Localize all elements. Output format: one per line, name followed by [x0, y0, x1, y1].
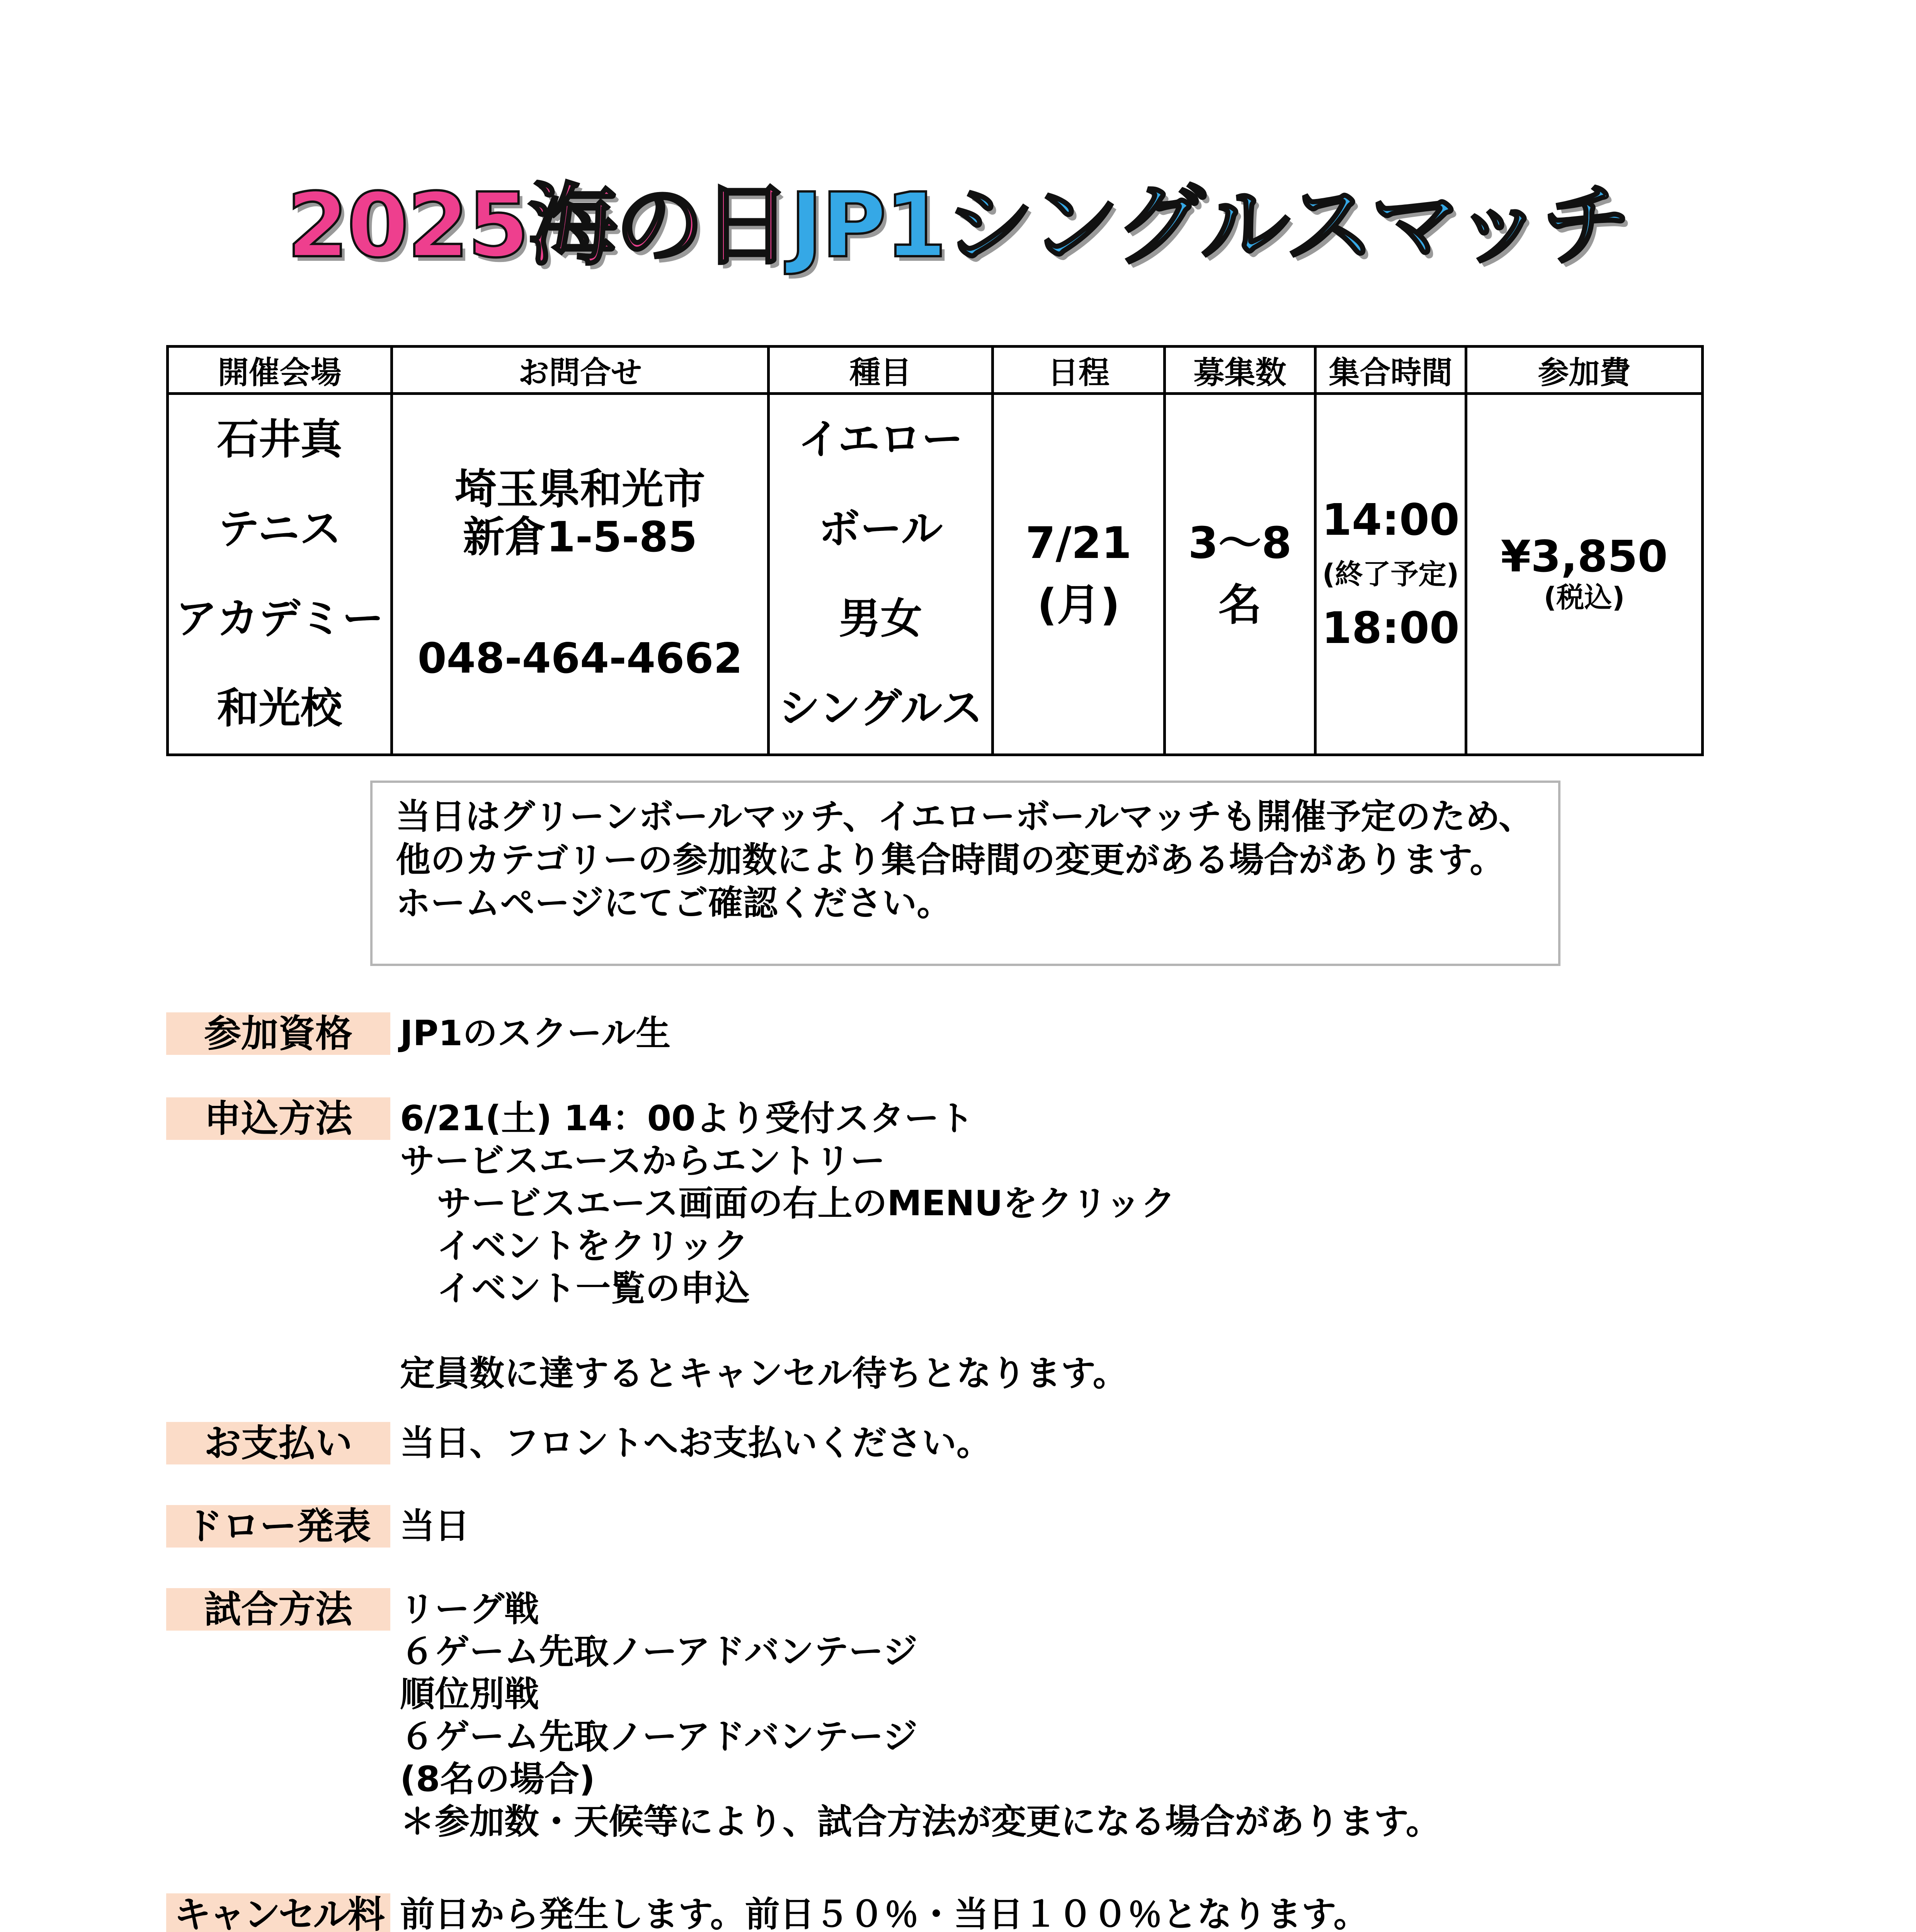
section-line: 当日、フロントへお支払いください。	[400, 1423, 991, 1463]
fee-note: (税込)	[1543, 581, 1625, 614]
section-label: 申込方法	[166, 1097, 390, 1140]
venue-line: 石井真	[217, 415, 342, 464]
contact-address-line1: 埼玉県和光市	[454, 465, 705, 514]
event-line: ボール	[818, 505, 943, 553]
section-label: 参加資格	[166, 1012, 390, 1055]
header-recruit: 募集数	[1165, 347, 1315, 394]
section-line: サービスエースからエントリー	[400, 1141, 885, 1181]
section-line: ＊参加数・天候等により、試合方法が変更になる場合があります。	[400, 1801, 1441, 1842]
page-title	[0, 174, 1916, 277]
header-fee: 参加費	[1466, 347, 1703, 394]
contact-address-line2: 新倉1-5-85	[463, 513, 698, 561]
table-body-row	[168, 394, 1703, 755]
table-header-row	[168, 347, 1703, 394]
venue-line: アカデミー	[175, 595, 384, 643]
section-label: キャンセル料	[166, 1893, 390, 1932]
event-line: イエロー	[798, 415, 963, 464]
section-line: イベントをクリック	[437, 1226, 749, 1266]
date-weekday: (月)	[1037, 580, 1120, 630]
notice-line: ホームページにてご確認ください。	[396, 883, 952, 923]
contact-cell	[392, 394, 769, 755]
event-line: 男女	[839, 595, 922, 643]
time-start: 14:00	[1322, 495, 1460, 545]
section-line: ６ゲーム先取ノーアドバンテージ	[400, 1631, 918, 1672]
header-time: 集合時間	[1315, 347, 1466, 394]
time-cell	[1315, 394, 1466, 755]
section-line: リーグ戦	[400, 1589, 539, 1629]
section-line: 当日	[400, 1506, 470, 1546]
time-note: (終了予定)	[1322, 558, 1459, 590]
event-info-table	[166, 345, 1704, 756]
section-label: ドロー発表	[166, 1505, 390, 1548]
title-event-part: JP1シングルスマッチ	[790, 174, 1630, 277]
header-date: 日程	[993, 347, 1165, 394]
venue-line: テニス	[218, 505, 342, 553]
section-line: 6/21(土) 14：00より受付スタート	[400, 1098, 974, 1139]
section-label: お支払い	[166, 1422, 390, 1464]
event-cell	[769, 394, 993, 755]
venue-cell	[168, 394, 392, 755]
contact-phone: 048-464-4662	[417, 634, 743, 683]
title-year-part: 2025海の日	[286, 174, 790, 277]
section-line: 定員数に達するとキャンセル待ちとなります。	[400, 1353, 1128, 1394]
header-event: 種目	[769, 347, 993, 394]
time-end: 18:00	[1322, 603, 1460, 653]
section-line: 前日から発生します。前日５０％・当日１００％となります。	[400, 1894, 1368, 1932]
section-line: ６ゲーム先取ノーアドバンテージ	[400, 1716, 918, 1757]
section-label: 試合方法	[166, 1588, 390, 1631]
venue-line: 和光校	[217, 684, 342, 733]
header-venue: 開催会場	[168, 347, 392, 394]
section-line: イベント一覧の申込	[437, 1268, 750, 1309]
fee-cell	[1466, 394, 1703, 755]
notice-line: 他のカテゴリーの参加数により集合時間の変更がある場合があります。	[396, 840, 1505, 880]
recruit-unit: 名	[1218, 580, 1262, 630]
section-line: 順位別戦	[400, 1674, 539, 1714]
header-contact: お問合せ	[392, 347, 769, 394]
notice-line: 当日はグリーンボールマッチ、イエローボールマッチも開催予定のため、	[396, 796, 1533, 837]
section-line: JP1のスクール生	[400, 1013, 671, 1054]
fee-amount: ¥3,850	[1501, 532, 1668, 582]
date-cell	[993, 394, 1165, 755]
recruit-count: 3～8	[1188, 518, 1292, 568]
notice-box	[370, 781, 1560, 966]
recruit-cell	[1165, 394, 1315, 755]
section-line: サービスエース画面の右上のMENUをクリック	[437, 1183, 1176, 1224]
event-line: シングルス	[778, 684, 983, 733]
date-day: 7/21	[1025, 518, 1132, 568]
section-line: (8名の場合)	[400, 1759, 595, 1799]
